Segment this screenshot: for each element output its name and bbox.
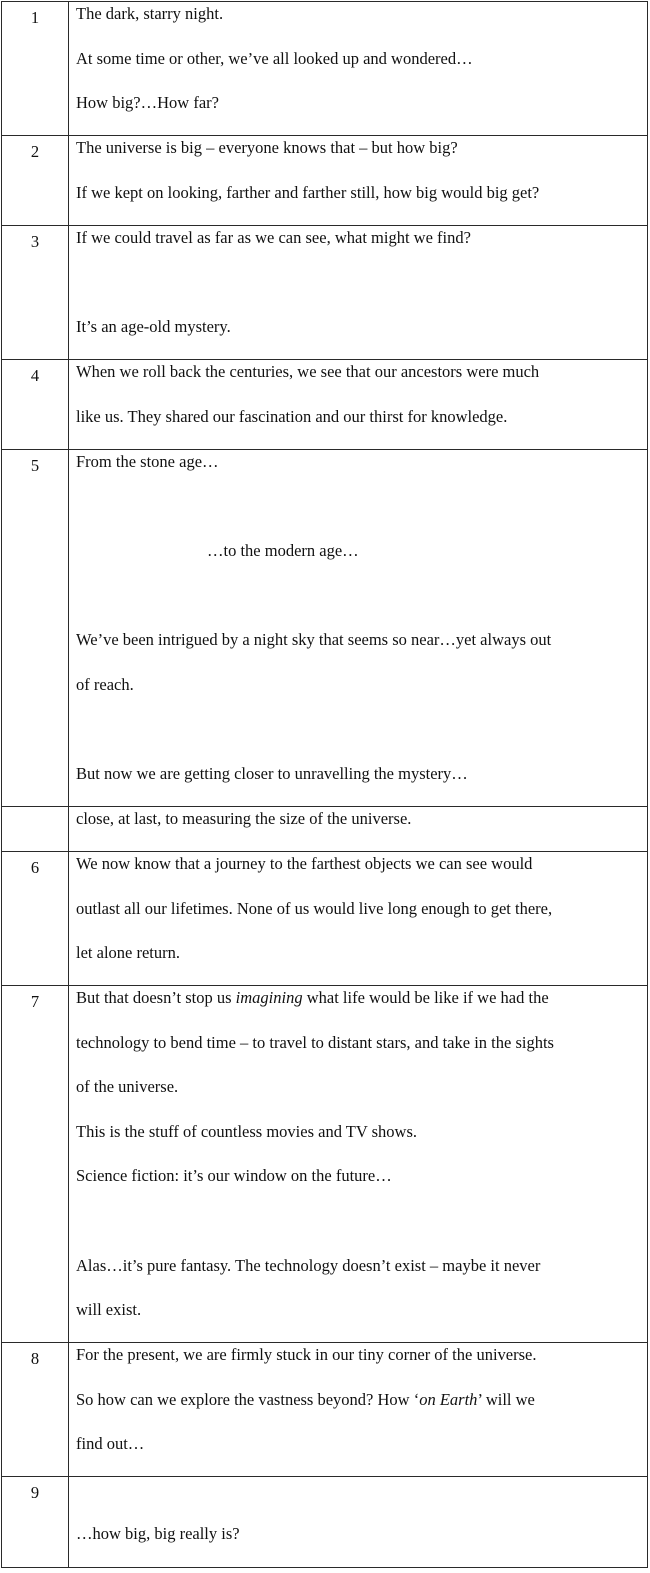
narration-line: It’s an age-old mystery. bbox=[76, 317, 231, 337]
narration-line: The dark, starry night. bbox=[76, 4, 224, 23]
narration-line: How big?…How far? bbox=[76, 93, 219, 113]
row-number: 7 bbox=[2, 986, 69, 1343]
narration-line: At some time or other, we’ve all looked up and wondered… bbox=[76, 48, 473, 68]
narration-line: technology to bend time – to travel to distant stars, and take in the sights bbox=[76, 1032, 554, 1052]
narration-text bbox=[69, 360, 648, 450]
script-table bbox=[1, 1, 648, 1568]
blank-line bbox=[76, 492, 641, 537]
narration-text bbox=[69, 1477, 648, 1568]
row-number: 6 bbox=[2, 852, 69, 986]
narration-line: For the present, we are firmly stuck in our tiny corner of the universe. bbox=[76, 1345, 537, 1364]
narration-text bbox=[69, 1343, 648, 1477]
narration-line: The universe is big – everyone knows that – but how big? bbox=[76, 138, 458, 157]
script-rows bbox=[2, 2, 648, 1568]
script-row bbox=[2, 1477, 648, 1568]
narration-line: If we kept on looking, farther and farther still, how big would big get? bbox=[76, 182, 540, 202]
narration-line: will exist. bbox=[76, 1300, 142, 1320]
blank-line bbox=[76, 581, 641, 626]
blank-line bbox=[76, 1474, 641, 1519]
narration-line: outlast all our lifetimes. None of us would live long enough to get there, bbox=[76, 898, 553, 918]
row-number: 9 bbox=[2, 1477, 69, 1568]
narration-text bbox=[69, 450, 648, 807]
row-number: 8 bbox=[2, 1343, 69, 1477]
narration-line bbox=[76, 1385, 641, 1430]
script-row bbox=[2, 852, 648, 986]
narration-line: close, at last, to measuring the size of the universe. bbox=[76, 809, 412, 828]
script-row bbox=[2, 360, 648, 450]
script-row bbox=[2, 1343, 648, 1477]
narration-text bbox=[69, 2, 648, 136]
script-row bbox=[2, 2, 648, 136]
narration-line: Science fiction: it’s our window on the future… bbox=[76, 1166, 392, 1186]
narration-text bbox=[69, 986, 648, 1343]
blank-line bbox=[76, 1206, 641, 1251]
row-number: 3 bbox=[2, 226, 69, 360]
blank-line bbox=[76, 715, 641, 760]
narration-line: This is the stuff of countless movies and TV shows. bbox=[76, 1121, 417, 1141]
narration-text bbox=[69, 852, 648, 986]
script-row bbox=[2, 986, 648, 1343]
row-number: 1 bbox=[2, 2, 69, 136]
narration-line: of reach. bbox=[76, 674, 134, 694]
narration-text bbox=[69, 807, 648, 852]
emphasis-text: imagining bbox=[235, 988, 303, 1007]
narration-line: Alas…it’s pure fantasy. The technology doesn’t exist – maybe it never bbox=[76, 1255, 541, 1275]
narration-line: If we could travel as far as we can see, what might we find? bbox=[76, 228, 471, 247]
script-row bbox=[2, 807, 648, 852]
text-part: But that doesn’t stop us bbox=[76, 988, 236, 1007]
text-part: So how can we explore the vastness beyond? How ‘ bbox=[76, 1389, 420, 1409]
narration-line: …how big, big really is? bbox=[76, 1523, 240, 1543]
row-number: 5 bbox=[2, 450, 69, 807]
row-number bbox=[2, 807, 69, 852]
script-row bbox=[2, 226, 648, 360]
text-part: ’ will we bbox=[477, 1389, 535, 1409]
narration-line: From the stone age… bbox=[76, 452, 219, 471]
narration-line: let alone return. bbox=[76, 943, 180, 963]
narration-line bbox=[76, 983, 641, 1028]
row-number: 2 bbox=[2, 136, 69, 226]
text-part: what life would be like if we had the bbox=[302, 988, 549, 1007]
blank-line bbox=[76, 268, 641, 313]
script-row bbox=[2, 136, 648, 226]
narration-line: of the universe. bbox=[76, 1077, 179, 1097]
narration-line: We now know that a journey to the farthest objects we can see would bbox=[76, 854, 533, 873]
narration-line: …to the modern age… bbox=[207, 541, 359, 561]
emphasis-text: on Earth bbox=[419, 1389, 478, 1409]
narration-text bbox=[69, 136, 648, 226]
narration-line: We’ve been intrigued by a night sky that seems so near…yet always out bbox=[76, 630, 552, 650]
row-number: 4 bbox=[2, 360, 69, 450]
narration-line: find out… bbox=[76, 1434, 145, 1454]
narration-text bbox=[69, 226, 648, 360]
narration-line: When we roll back the centuries, we see that our ancestors were much bbox=[76, 362, 540, 381]
narration-line: like us. They shared our fascination and our thirst for knowledge. bbox=[76, 406, 508, 426]
narration-line: But now we are getting closer to unravelling the mystery… bbox=[76, 764, 468, 784]
script-row bbox=[2, 450, 648, 807]
